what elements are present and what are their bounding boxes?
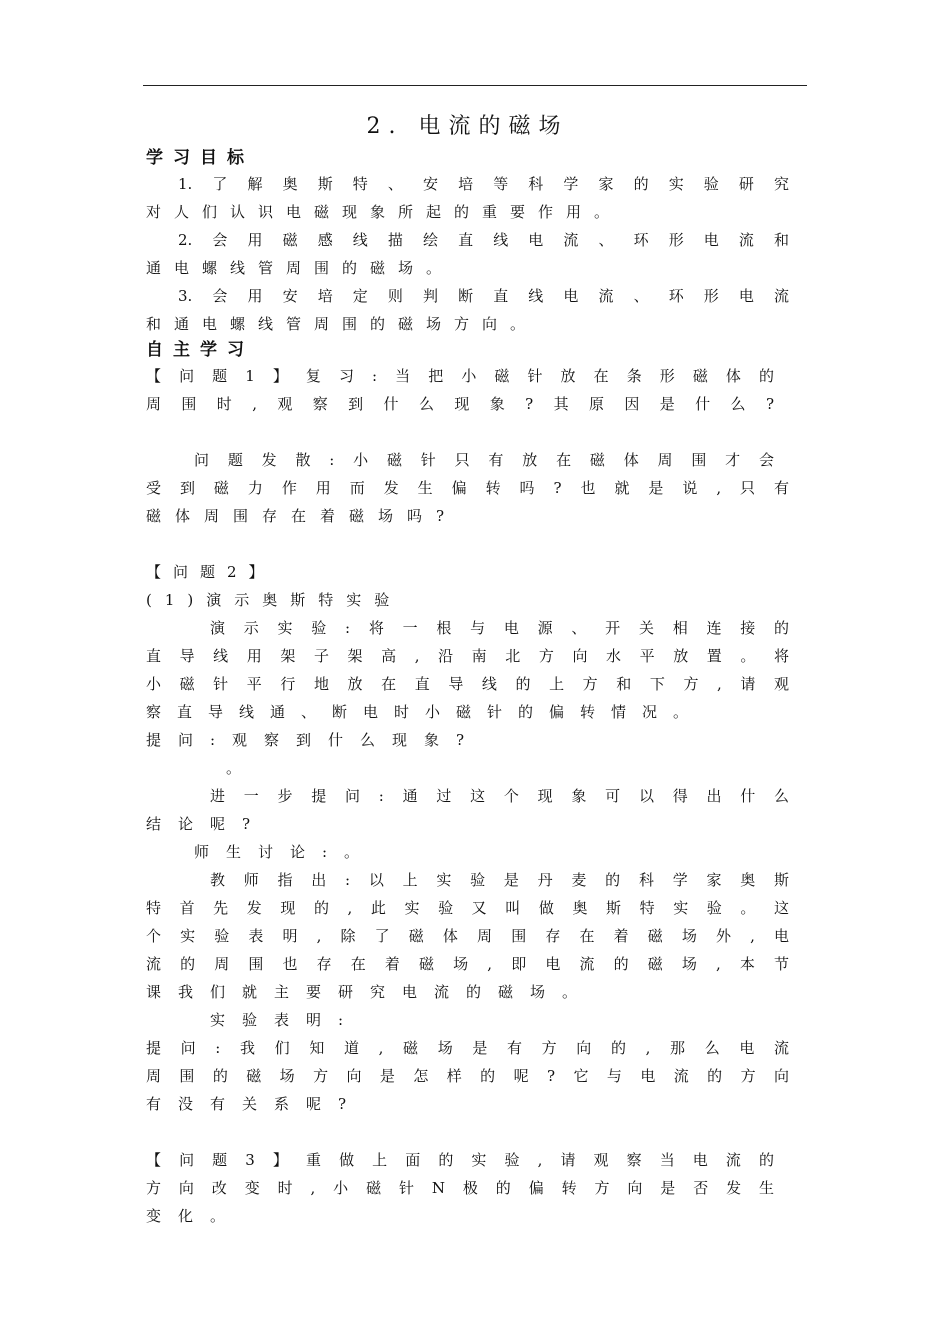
answer-dot-1: 。	[226, 759, 242, 777]
further-ask-line-1: 进一步提问:通过这个现象可以得出什么	[210, 787, 789, 805]
q1-extension-line-2: 受到磁力作用而发生偏转吗?也就是说,只有	[146, 479, 789, 497]
ask2-line-3: 有没有关系呢?	[146, 1095, 364, 1113]
ask2-line-2: 周围的磁场方向是怎样的呢?它与电流的方向	[146, 1067, 789, 1085]
demo-line-1: 演示实验:将一根与电源、开关相连接的	[210, 619, 789, 637]
teacher-line-5: 课我们就主要研究电流的磁场。	[146, 983, 595, 1001]
goal-2-line-1: 2.会用磁感线描绘直线电流、环形电流和	[178, 231, 789, 249]
q1-extension-line-1: 问题发散:小磁针只有放在磁体周围才会	[194, 451, 774, 469]
goal-3-line-2: 和通电螺线管周围的磁场方向。	[146, 315, 539, 333]
teacher-line-3: 个实验表明,除了磁体周围存在着磁场外,电	[146, 927, 789, 945]
goal-1-line-2: 对人们认识电磁现象所起的重要作用。	[146, 203, 623, 221]
goal-2-line-2: 通电螺线管周围的磁场。	[146, 259, 455, 277]
q1-line-1: 【问题1】复习:当把小磁针放在条形磁体的	[146, 367, 774, 385]
header-rule	[143, 85, 807, 86]
heading-learning-goals: 学习目标	[146, 148, 254, 168]
teacher-line-1: 教师指出:以上实验是丹麦的科学家奥斯	[210, 871, 789, 889]
q1-extension-line-3: 磁体周围存在着磁场吗?	[146, 507, 459, 525]
goal-3-line-1: 3.会用安培定则判断直线电流、环形电流	[178, 287, 789, 305]
q3-line-1: 【问题3】重做上面的实验,请观察当电流的	[146, 1151, 774, 1169]
q2-subheading: (1)演示奥斯特实验	[146, 591, 403, 609]
demo-line-3: 小磁针平行地放在直导线的上方和下方,请观	[146, 675, 789, 693]
page-title: 2. 电流的磁场	[366, 114, 569, 139]
further-ask-line-2: 结论呢?	[146, 815, 268, 833]
q3-line-2: 方向改变时,小磁针N极的偏转方向是否发生	[146, 1179, 774, 1197]
q1-line-2: 周围时,观察到什么现象?其原因是什么?	[146, 395, 774, 413]
experiment-shows-line: 实验表明:	[210, 1011, 361, 1029]
teacher-line-2: 特首先发现的,此实验又叫做奥斯特实验。这	[146, 899, 789, 917]
demo-line-2: 直导线用架子架高,沿南北方向水平放置。将	[146, 647, 789, 665]
document-page	[146, 110, 789, 1230]
ask-line-1: 提问:观察到什么现象?	[146, 731, 482, 749]
demo-line-4: 察直导线通、断电时小磁针的偏转情况。	[146, 703, 705, 721]
teacher-line-4: 流的周围也存在着磁场,即电流的磁场,本节	[146, 955, 789, 973]
ask2-line-1: 提问:我们知道,磁场是有方向的,那么电流	[146, 1039, 789, 1057]
goal-1-line-1: 1.了解奥斯特、安培等科学家的实验研究	[178, 175, 789, 193]
q2-heading: 【问题2】	[146, 563, 276, 581]
heading-self-study: 自主学习	[146, 340, 254, 360]
discussion-line: 师生讨论:。	[194, 843, 377, 861]
q3-line-3: 变化。	[146, 1207, 243, 1225]
